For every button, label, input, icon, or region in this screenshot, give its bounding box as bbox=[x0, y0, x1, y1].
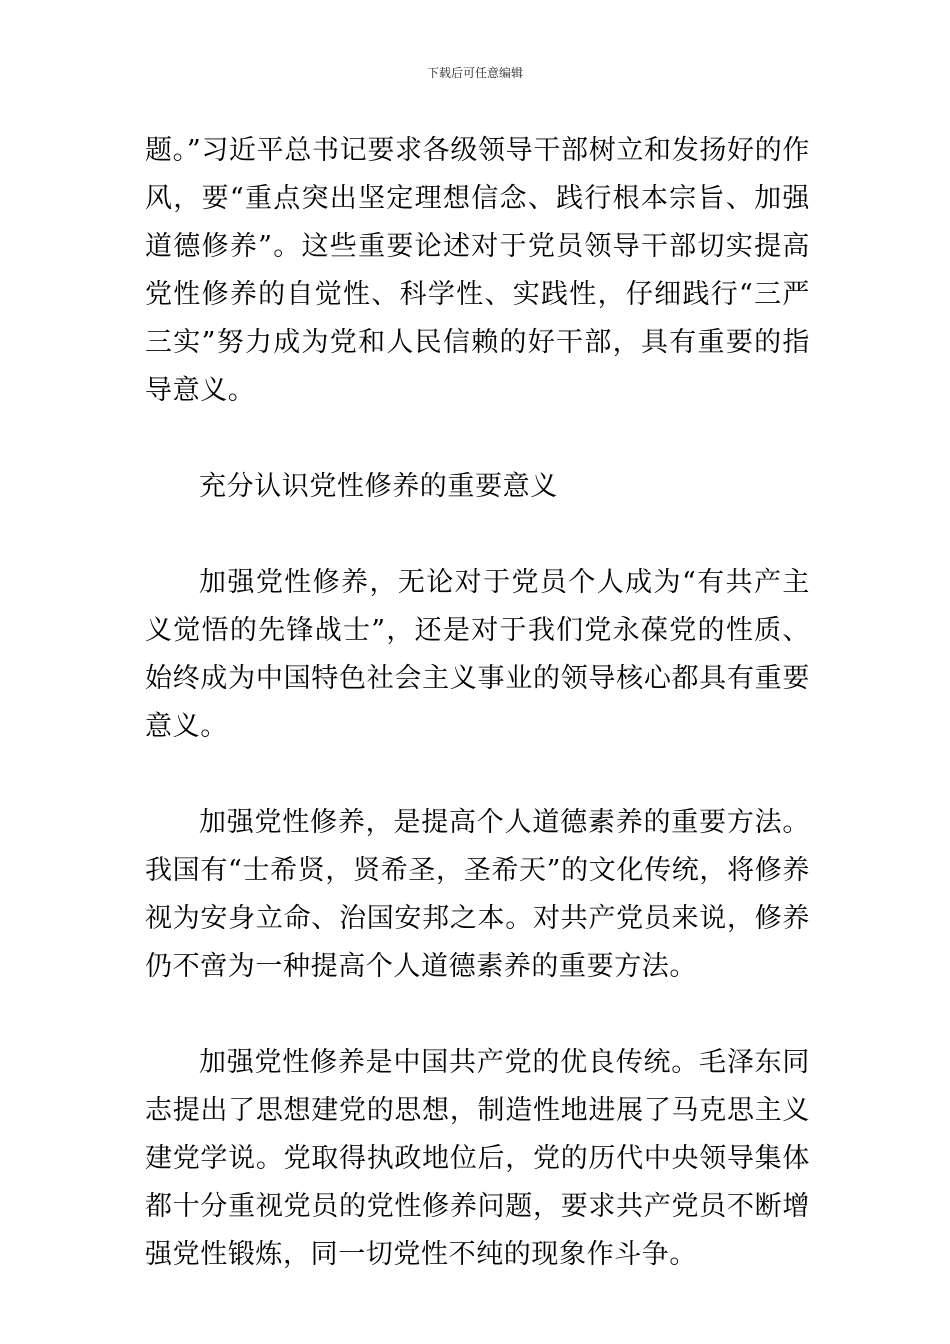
paragraph-gap bbox=[145, 415, 810, 463]
paragraph-3: 加强党性修养，是提高个人道德素养的重要方法。我国有“士希贤，贤希圣，圣希天”的文化传统，将修养视为安身立命、治国安邦之本。对共产党员来说，修养仍不啻为一种提高个人道德素养的重要方法。 bbox=[145, 807, 810, 982]
section-heading: 充分认识党性修养的重要意义 bbox=[199, 471, 558, 502]
paragraph-gap bbox=[145, 751, 810, 799]
document-body bbox=[145, 127, 810, 1279]
page-header: 下载后可任意编辑 bbox=[426, 66, 523, 80]
paragraph-2: 加强党性修养，无论对于党员个人成为“有共产主义觉悟的先锋战士”，还是对于我们党永葆党的性质、始终成为中国特色社会主义事业的领导核心都具有重要意义。 bbox=[145, 567, 810, 742]
paragraph-gap bbox=[145, 991, 810, 1039]
paragraph-gap bbox=[145, 511, 810, 559]
paragraph-4: 加强党性修养是中国共产党的优良传统。毛泽东同志提出了思想建党的思想，制造性地进展了马克思主义建党学说。党取得执政地位后，党的历代中央领导集体都十分重视党员的党性修养问题，要求共产党员不断增强党性锻炼，同一切党性不纯的现象作斗争。 bbox=[145, 1047, 810, 1270]
paragraph-1: 题。”习近平总书记要求各级领导干部树立和发扬好的作风，要“重点突出坚定理想信念、践行根本宗旨、加强道德修养”。这些重要论述对于党员领导干部切实提高党性修养的自觉性、科学性、实践性，仔细践行“三严三实”努力成为党和人民信赖的好干部，具有重要的指导意义。 bbox=[145, 135, 810, 406]
